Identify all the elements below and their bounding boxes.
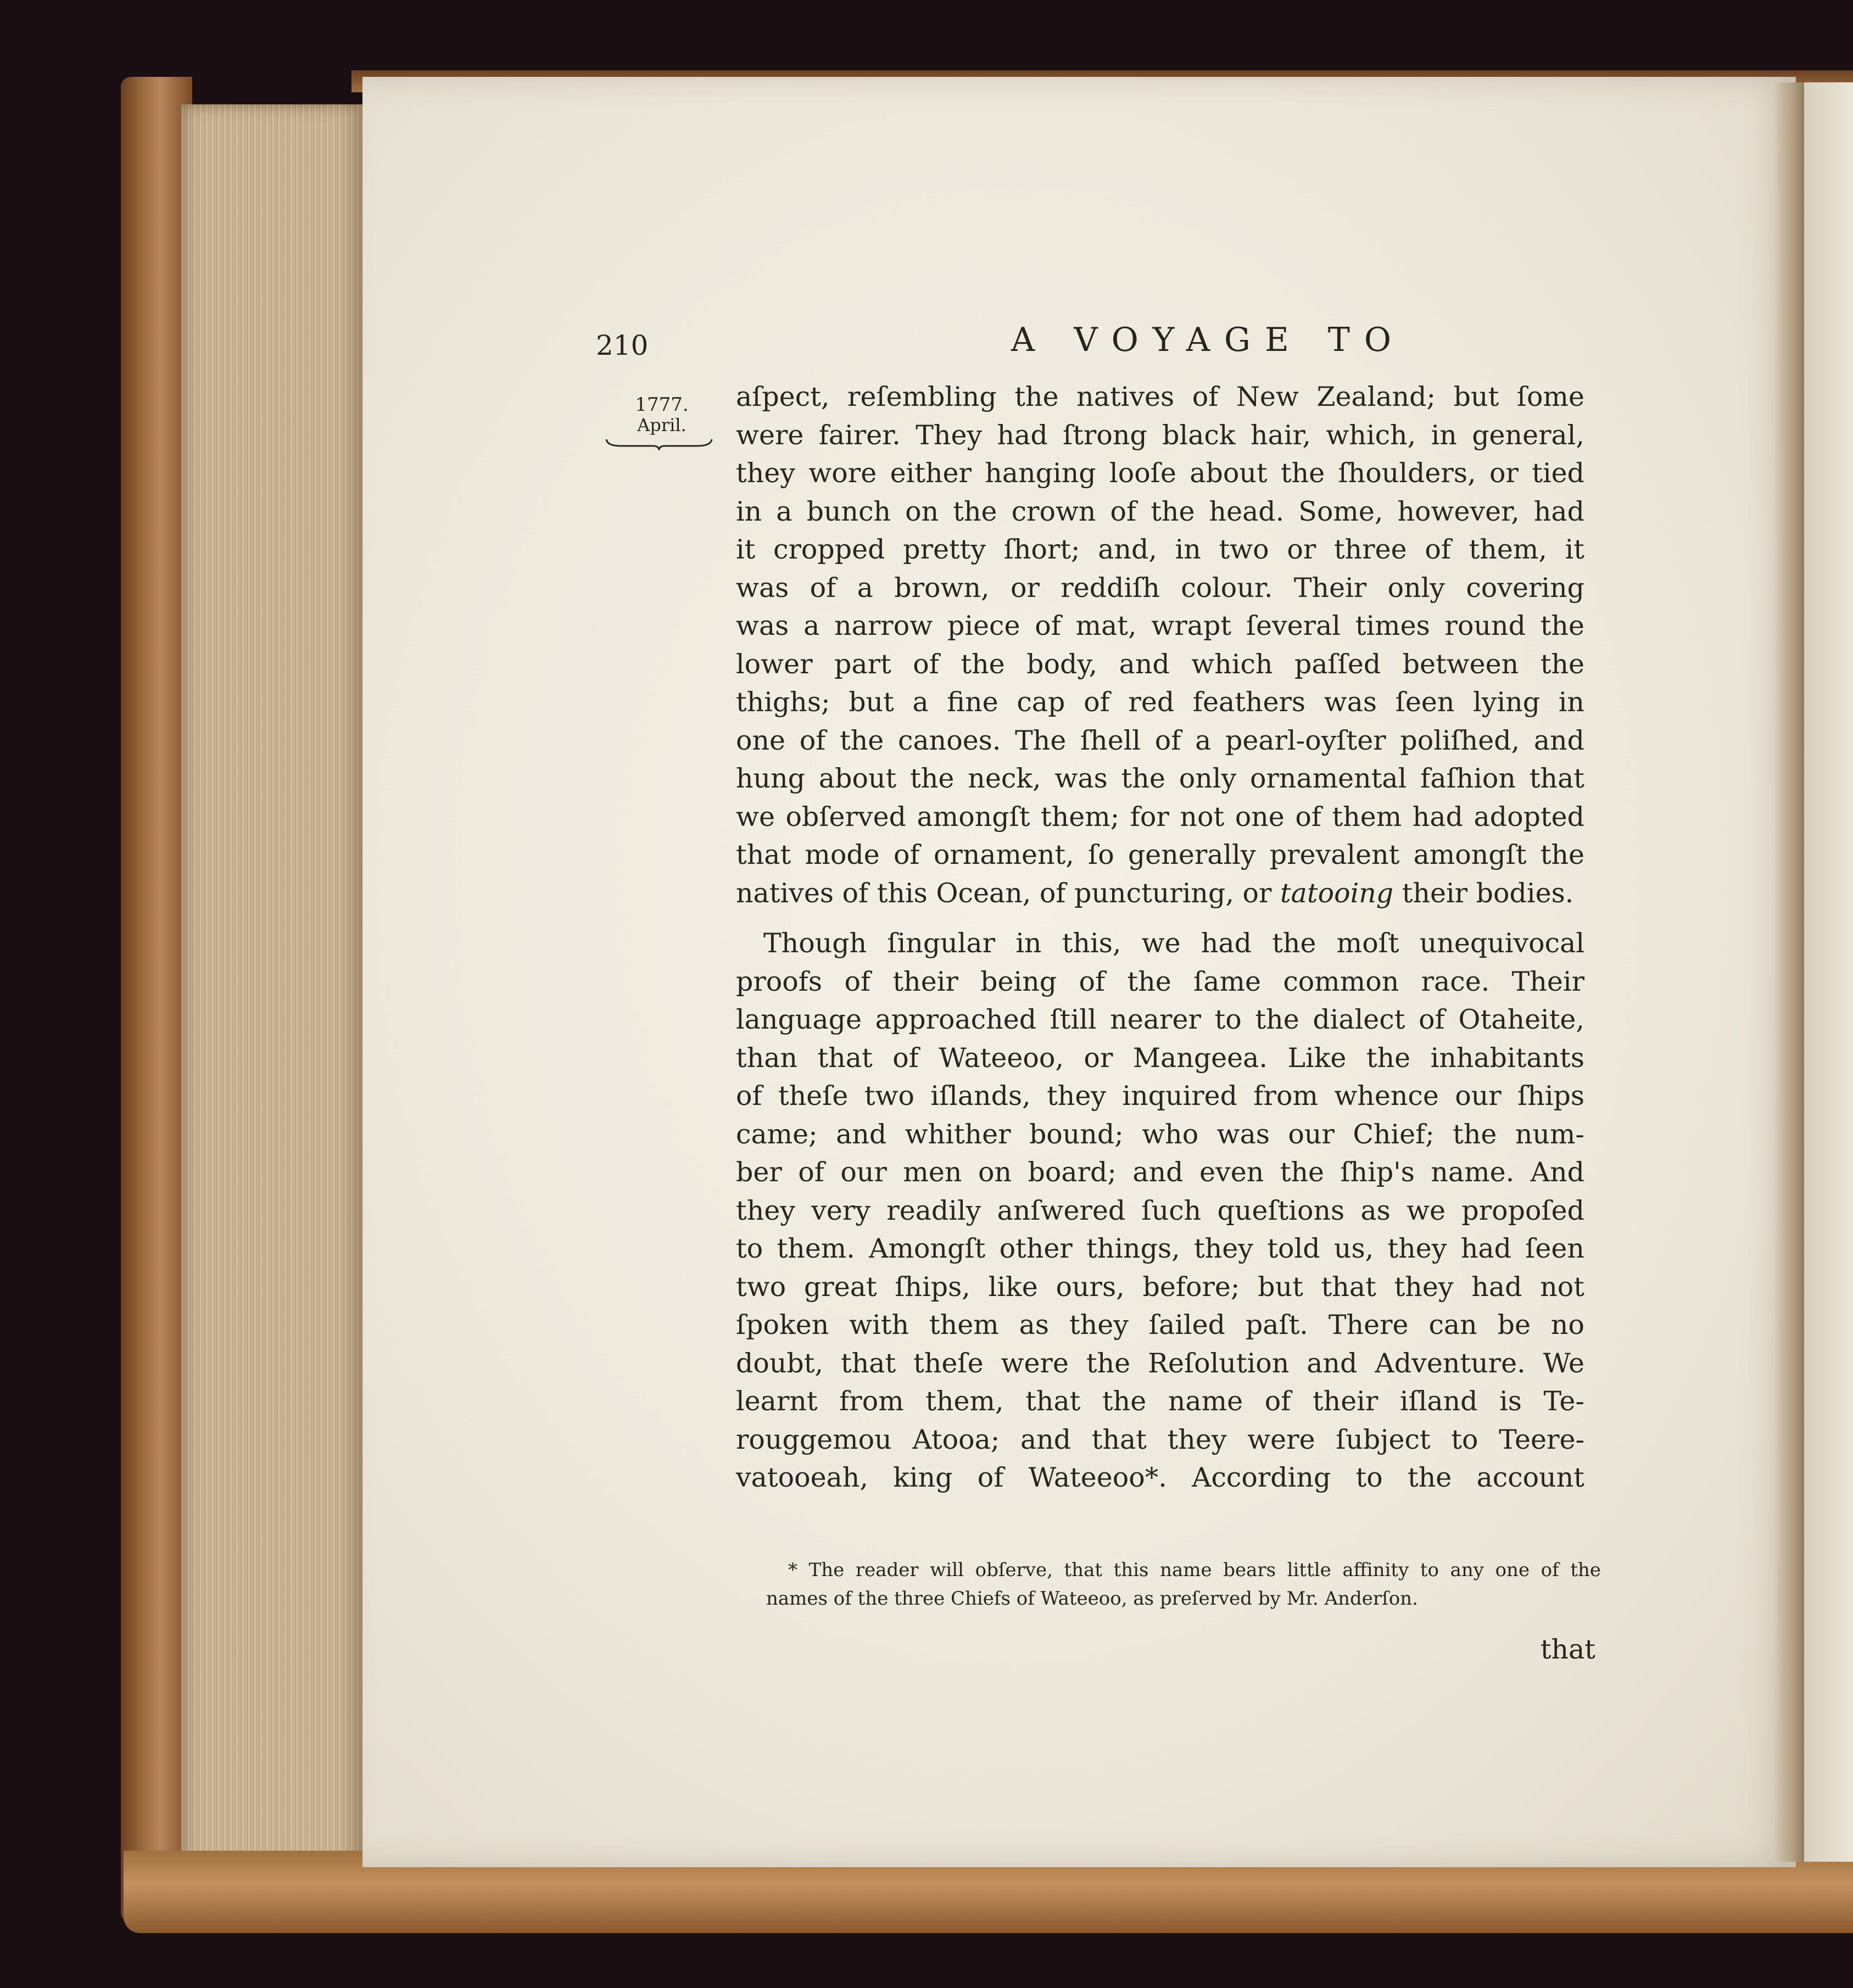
paragraph-2: [736, 924, 1584, 1497]
body-text: [736, 378, 1584, 1497]
text-line: than that of Wateeoo, or Mangeea. Like the inhabitants: [736, 1042, 1584, 1074]
text-line: ber of our men on board; and even the ſhip's name. And: [736, 1157, 1584, 1188]
text-line: rouggemou Atooa; and that they were ſubject to Teere-: [736, 1423, 1584, 1455]
text-line: of theſe two iſlands, they inquired from whence our ſhips: [736, 1080, 1584, 1112]
text-segment: natives of this Ocean, of puncturing, or: [736, 877, 1280, 909]
margin-brace-icon: [604, 437, 714, 450]
text-line: was of a brown, or reddiſh colour. Their only covering: [736, 572, 1584, 604]
text-line: they wore either hanging looſe about the ſhoulders, or tied: [736, 457, 1584, 489]
footnote-line: names of the three Chiefs of Wateeoo, as preſerved by Mr. Anderſon.: [766, 1588, 1418, 1610]
text-line: vatooeah, king of Wateeoo*. According to the account: [736, 1462, 1584, 1493]
text-line: Though ſingular in this, we had the moſt unequivocal: [763, 928, 1584, 959]
text-line: two great ſhips, like ours, before; but that they had not: [736, 1271, 1584, 1303]
book-gutter: [1774, 82, 1807, 1862]
text-line: we obſerved amongſt them; for not one of them had adopted: [736, 801, 1584, 833]
catchword: that: [1540, 1634, 1595, 1665]
italic-word: tatooing: [1280, 877, 1394, 909]
text-line: proofs of their being of the ſame common race. Their: [736, 965, 1584, 997]
text-line: learnt from them, that the name of their iſland is Te-: [736, 1386, 1584, 1417]
text-line: ſpoken with them as they ſailed paſt. There can be no: [736, 1309, 1584, 1341]
margin-month: April.: [637, 415, 686, 435]
text-line: one of the canoes. The ſhell of a pearl-oyſter poliſhed, and: [736, 724, 1584, 756]
text-line: thighs; but a fine cap of red feathers was ſeen lying in: [736, 686, 1584, 718]
text-line: to them. Amongſt other things, they told us, they had ſeen: [736, 1233, 1584, 1264]
text-line: doubt, that theſe were the Reſolution and Adventure. We: [736, 1347, 1584, 1379]
text-line: it cropped pretty ſhort; and, in two or three of them, it: [736, 534, 1584, 565]
text-line: they very readily anſwered ſuch queſtions as we propoſed: [736, 1194, 1584, 1226]
text-line: was a narrow piece of mat, wrapt ſeveral times round the: [736, 610, 1584, 641]
text-line: language approached ſtill nearer to the dialect of Otaheite,: [736, 1004, 1584, 1035]
facing-page-edge: [1804, 82, 1853, 1862]
text-segment: their bodies.: [1393, 877, 1574, 909]
text-line: lower part of the body, and which paſſed between the: [736, 648, 1584, 680]
text-line: [736, 874, 1584, 913]
book-page-edges: [181, 104, 362, 1884]
text-line: came; and whither bound; who was our Chief; the num-: [736, 1118, 1584, 1150]
running-head: A VOYAGE TO: [1011, 321, 1406, 359]
text-line: were fairer. They had ſtrong black hair, which, in general,: [736, 419, 1584, 451]
page-number: 210: [596, 330, 649, 361]
margin-year: 1777.: [635, 394, 689, 416]
text-line: in a bunch on the crown of the head. Some, however, had: [736, 495, 1584, 527]
margin-date-note: [604, 394, 719, 450]
text-line: hung about the neck, was the only ornamental faſhion that: [736, 763, 1584, 794]
footnote: [766, 1556, 1601, 1613]
footnote-line: * The reader will obſerve, that this name bears little affinity to any one of the: [788, 1559, 1601, 1581]
text-line: that mode of ornament, ſo generally prevalent amongſt the: [736, 839, 1584, 870]
paragraph-1: [736, 378, 1584, 912]
text-line: aſpect, reſembling the natives of New Zealand; but ſome: [736, 381, 1584, 412]
